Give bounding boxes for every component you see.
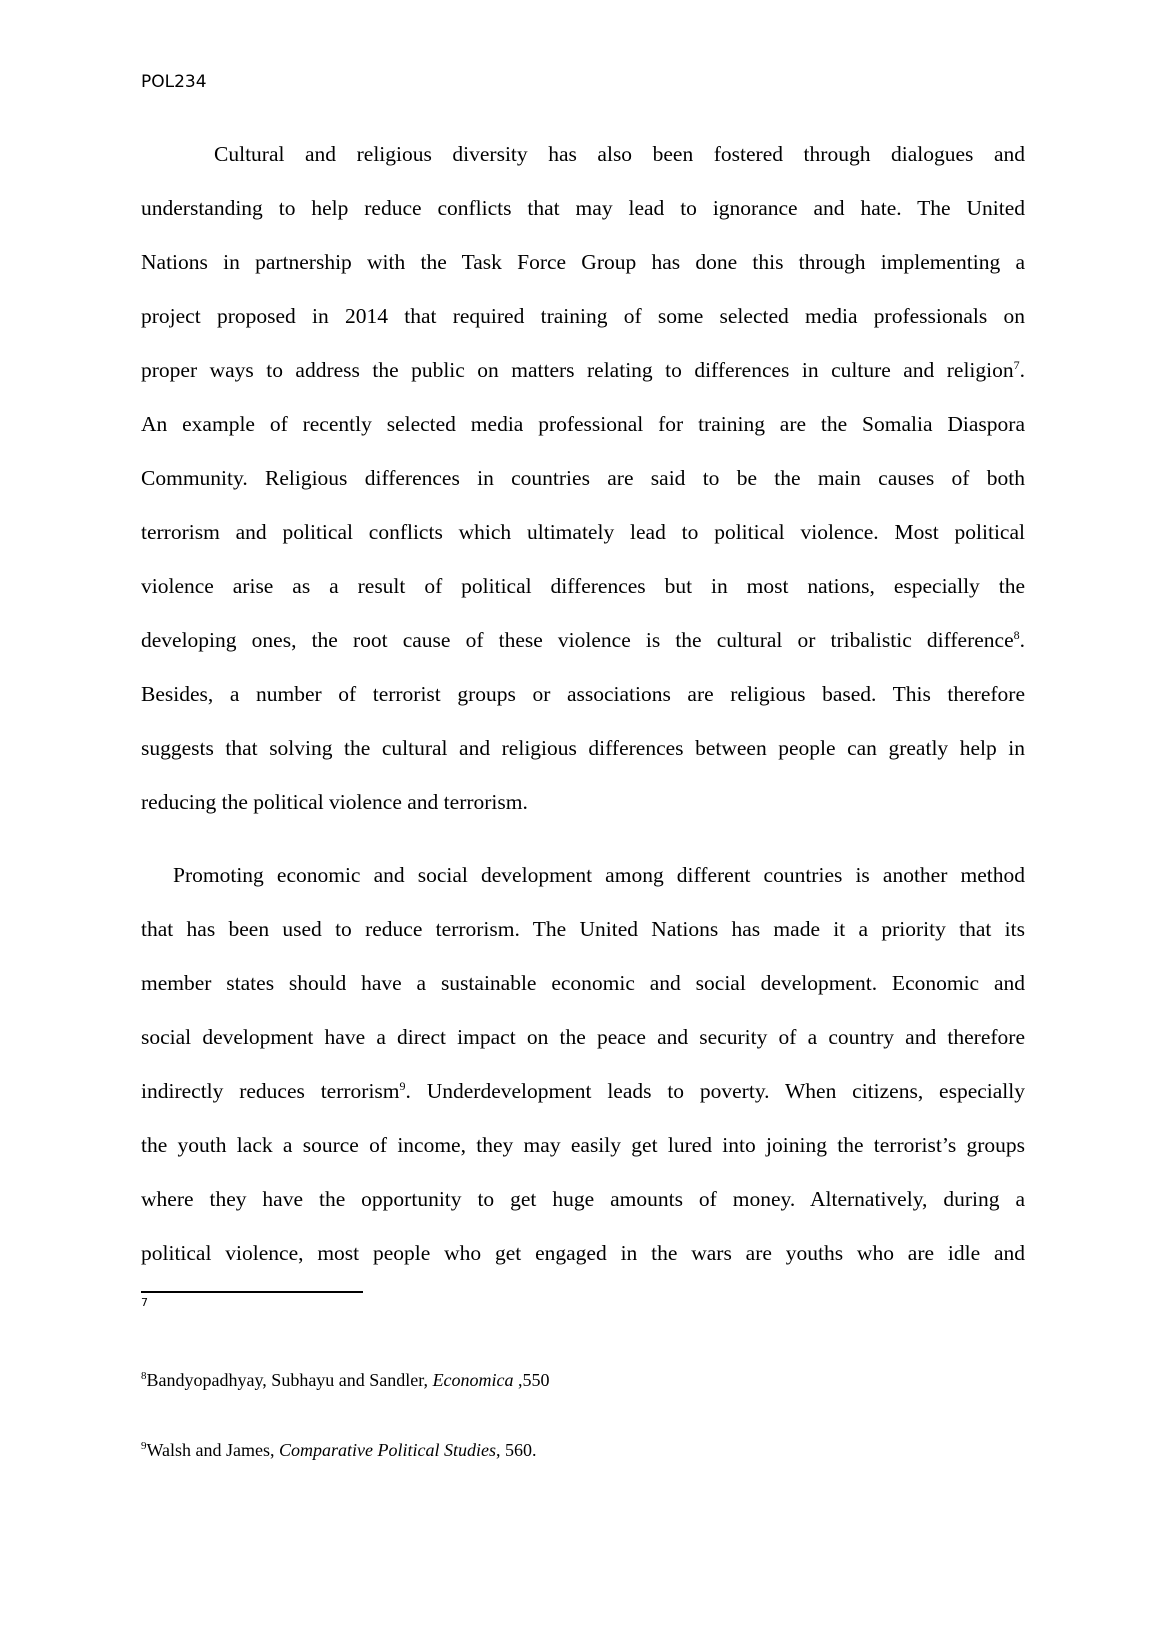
text-line: Nations in partnership with the Task Force Group has done this through implementing a <box>141 250 1025 274</box>
footnote-number: 9 <box>141 1440 147 1452</box>
text-line: project proposed in 2014 that required training of some selected media professionals on <box>141 304 1025 328</box>
footnote-number: 7 <box>141 1296 148 1309</box>
footnote-text: Walsh and James, <box>146 1440 280 1460</box>
footnote-separator <box>141 1291 363 1293</box>
footnote-ref-9[interactable]: 9 <box>399 1078 406 1093</box>
text-line: that has been used to reduce terrorism. The United Nations has made it a priority that its <box>141 917 1025 941</box>
text-segment: proper ways to address the public on matters relating to differences in culture and religion <box>141 358 1014 382</box>
text-line: terrorism and political conflicts which ultimately lead to political violence. Most political <box>141 520 1025 544</box>
paragraph-cultural-diversity <box>141 136 1025 838</box>
text-line: Cultural and religious diversity has also been fostered through dialogues and <box>214 142 1025 166</box>
footnote-ref-8[interactable]: 8 <box>1013 627 1020 642</box>
paragraph-economic-development <box>141 857 1025 1289</box>
text-line: understanding to help reduce conflicts that may lead to ignorance and hate. The United <box>141 196 1025 220</box>
text-segment: . <box>1019 628 1025 652</box>
header-course-code: POL234 <box>141 72 207 92</box>
text-segment: . <box>1019 358 1025 382</box>
footnote-7 <box>141 1296 148 1309</box>
text-line: Community. Religious differences in countries are said to be the main causes of both <box>141 466 1025 490</box>
text-line: the youth lack a source of income, they may easily get lured into joining the terrorist’s groups <box>141 1133 1025 1157</box>
text-line <box>141 622 1025 676</box>
text-line: Promoting economic and social development among different countries is another method <box>173 863 1025 887</box>
text-line: social development have a direct impact on the peace and security of a country and therefore <box>141 1025 1025 1049</box>
footnote-8 <box>141 1370 550 1391</box>
text-line: suggests that solving the cultural and religious differences between people can greatly help in <box>141 736 1025 760</box>
footnote-text: , 560. <box>496 1440 537 1460</box>
footnote-text: ,550 <box>513 1370 550 1390</box>
footnote-text: Bandyopadhyay, Subhayu and Sandler, <box>146 1370 433 1390</box>
text-line: An example of recently selected media professional for training are the Somalia Diaspora <box>141 412 1025 436</box>
footnote-title: Comparative Political Studies <box>279 1440 497 1460</box>
text-line: member states should have a sustainable economic and social development. Economic and <box>141 971 1025 995</box>
text-line: reducing the political violence and terrorism. <box>141 790 528 814</box>
text-line: political violence, most people who get engaged in the wars are youths who are idle and <box>141 1241 1025 1265</box>
footnote-number: 8 <box>141 1370 147 1382</box>
footnote-title: Economica <box>432 1370 514 1390</box>
footnote-9 <box>141 1440 537 1461</box>
footnote-ref-7[interactable]: 7 <box>1013 357 1020 372</box>
text-segment: developing ones, the root cause of these violence is the cultural or tribalistic difference <box>141 628 1014 652</box>
text-line: violence arise as a result of political differences but in most nations, especially the <box>141 574 1025 598</box>
text-line: Besides, a number of terrorist groups or associations are religious based. This therefore <box>141 682 1025 706</box>
text-line <box>141 352 1025 406</box>
text-line: where they have the opportunity to get huge amounts of money. Alternatively, during a <box>141 1187 1025 1211</box>
text-segment: indirectly reduces terrorism <box>141 1079 400 1103</box>
text-segment: . Underdevelopment leads to poverty. When citizens, especially <box>405 1079 1025 1103</box>
text-line <box>141 1073 1025 1127</box>
